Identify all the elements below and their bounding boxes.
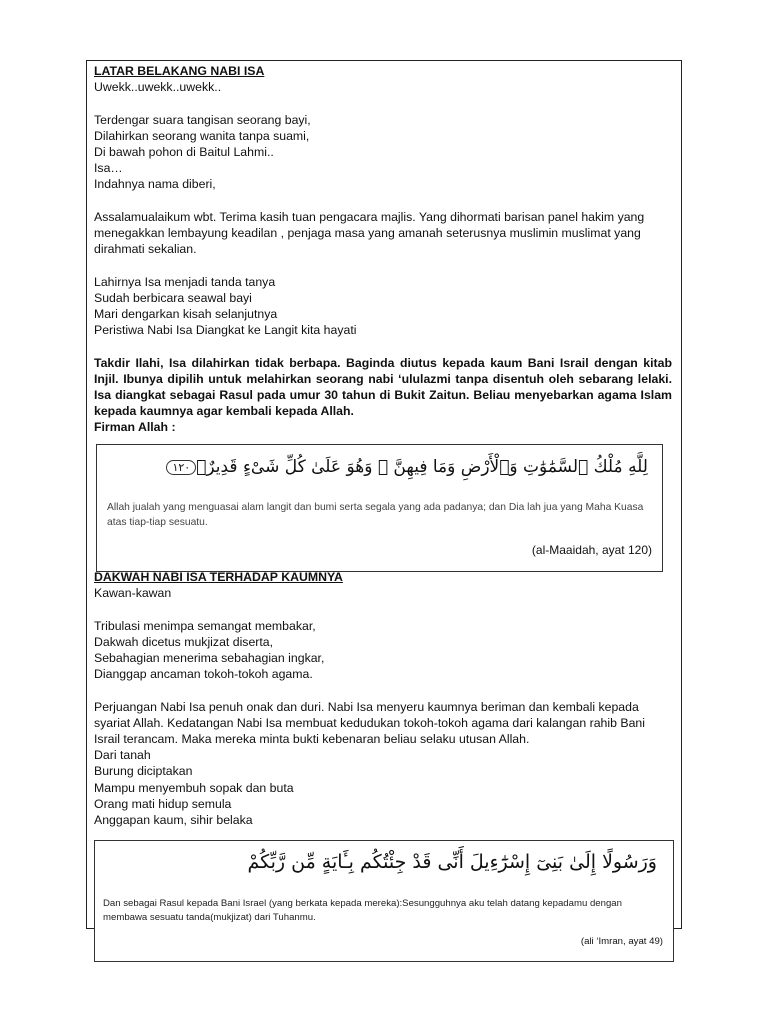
section-2-opening: Kawan-kawan: [94, 586, 172, 601]
section-2-heading: DAKWAH NABI ISA TERHADAP KAUMNYA: [94, 570, 343, 584]
poem-line: Di bawah pohon di Baitul Lahmi..: [94, 145, 274, 159]
firman-label: Firman Allah :: [94, 420, 176, 435]
quran-quote-box: [96, 444, 663, 572]
section-1-heading: LATAR BELAKANG NABI ISA: [94, 64, 265, 78]
poem-2: [94, 274, 672, 339]
poem-1: [94, 112, 672, 193]
verse-reference-2: (ali ‘Imran, ayat 49): [580, 936, 663, 947]
verse-translation: Allah jualah yang menguasai alam langit dan bumi serta segala yang ada padanya; dan Dia lah jua yang Maha Kuasa atas tiap-tiap sesuatu.: [107, 502, 644, 528]
poem-line: Lahirnya Isa menjadi tanda tanya: [94, 274, 276, 289]
poem-line: Peristiwa Nabi Isa Diangkat ke Langit kita hayati: [94, 323, 357, 338]
poem-line: Dianggap ancaman tokoh-tokoh agama.: [94, 667, 313, 682]
poem-line: Sebahagian menerima sebahagian ingkar,: [94, 651, 325, 665]
poem-line: Orang mati hidup semula: [94, 796, 232, 811]
poem-3: [94, 618, 672, 683]
quran-quote-box-2: [94, 840, 674, 962]
story-paragraph: Takdir Ilahi, Isa dilahirkan tidak berbapa. Baginda diutus kepada kaum Bani Israil dengan kitab Injil. Ibunya dipilih untuk melahirkan seorang nabi ‘ululazmi tanpa disentuh oleh sebarang lelaki. Isa diangkat sebagai Rasul pada umur 30 tahun di Bukit Zaitun. Beliau menyebarkan agama Islam kepada kaumnya agar kembali kepada Allah.: [94, 355, 672, 419]
arabic-verse: [160, 457, 648, 477]
section-1-opening: Uwekk..uwekk..uwekk..: [94, 80, 222, 95]
greeting-paragraph: Assalamualaikum wbt. Terima kasih tuan pengacara majlis. Yang dihormati barisan panel hakim yang menegakkan lembayung keadilan , penjaga masa yang amanah seterusnya muslimin muslimat yang dirahmati sekalian.: [94, 209, 645, 257]
poem-line: Indahnya nama diberi,: [94, 177, 216, 192]
poem-line: Isa…: [94, 161, 123, 176]
ayah-number-icon: ١٢٠: [166, 460, 196, 475]
poem-line: Dakwah dicetus mukjizat diserta,: [94, 634, 274, 649]
arabic-verse-2: وَرَسُولًا إِلَىٰ بَنِىٓ إِسْرَٰٓءِيلَ أَنِّى قَدْ جِئْتُكُم بِـَٔايَةٍ مِّن رَّبِّكُمْ: [247, 851, 657, 873]
poem-line: Mari dengarkan kisah selanjutnya: [94, 307, 278, 321]
poem-line: Tribulasi menimpa semangat membakar,: [94, 618, 316, 633]
poem-line: Burung diciptakan: [94, 764, 193, 779]
story-paragraph-2: Perjuangan Nabi Isa penuh onak dan duri. Nabi Isa menyeru kaumnya beriman dan kembali kepada syariat Allah. Kedatangan Nabi Isa membuat kedudukan tokoh-tokoh agama dari kalangan rahib Bani Israil terancam. Maka mereka minta bukti kebenaran beliau selaku utusan Allah.: [94, 699, 645, 746]
verse-reference: (al-Maaidah, ayat 120): [531, 543, 652, 557]
poem-line: Terdengar suara tangisan seorang bayi,: [94, 112, 311, 127]
poem-line: Anggapan kaum, sihir belaka: [94, 813, 253, 828]
section-1: [94, 63, 672, 436]
poem-line: Sudah berbicara seawal bayi: [94, 290, 252, 305]
poem-line: Mampu menyembuh sopak dan buta: [94, 780, 294, 795]
verse-translation-2: Dan sebagai Rasul kepada Bani Israel (yang berkata kepada mereka):Sesungguhnya aku telah datang kepadamu dengan membawa sesuatu tanda(mukjizat) dari Tuhanmu.: [103, 898, 622, 923]
poem-4: [94, 747, 672, 828]
section-2: [94, 569, 672, 828]
poem-line: Dilahirkan seorang wanita tanpa suami,: [94, 128, 310, 143]
arabic-verse-text: لِلَّهِ مُلْكُ ٱلسَّمَٰوَٰتِ وَٱلْأَرْضِ وَمَا فِيهِنَّ ۚ وَهُوَ عَلَىٰ كُلِّ شَىْءٍ قَدِيرٌۢ: [196, 457, 648, 477]
poem-line: Dari tanah: [94, 748, 151, 763]
